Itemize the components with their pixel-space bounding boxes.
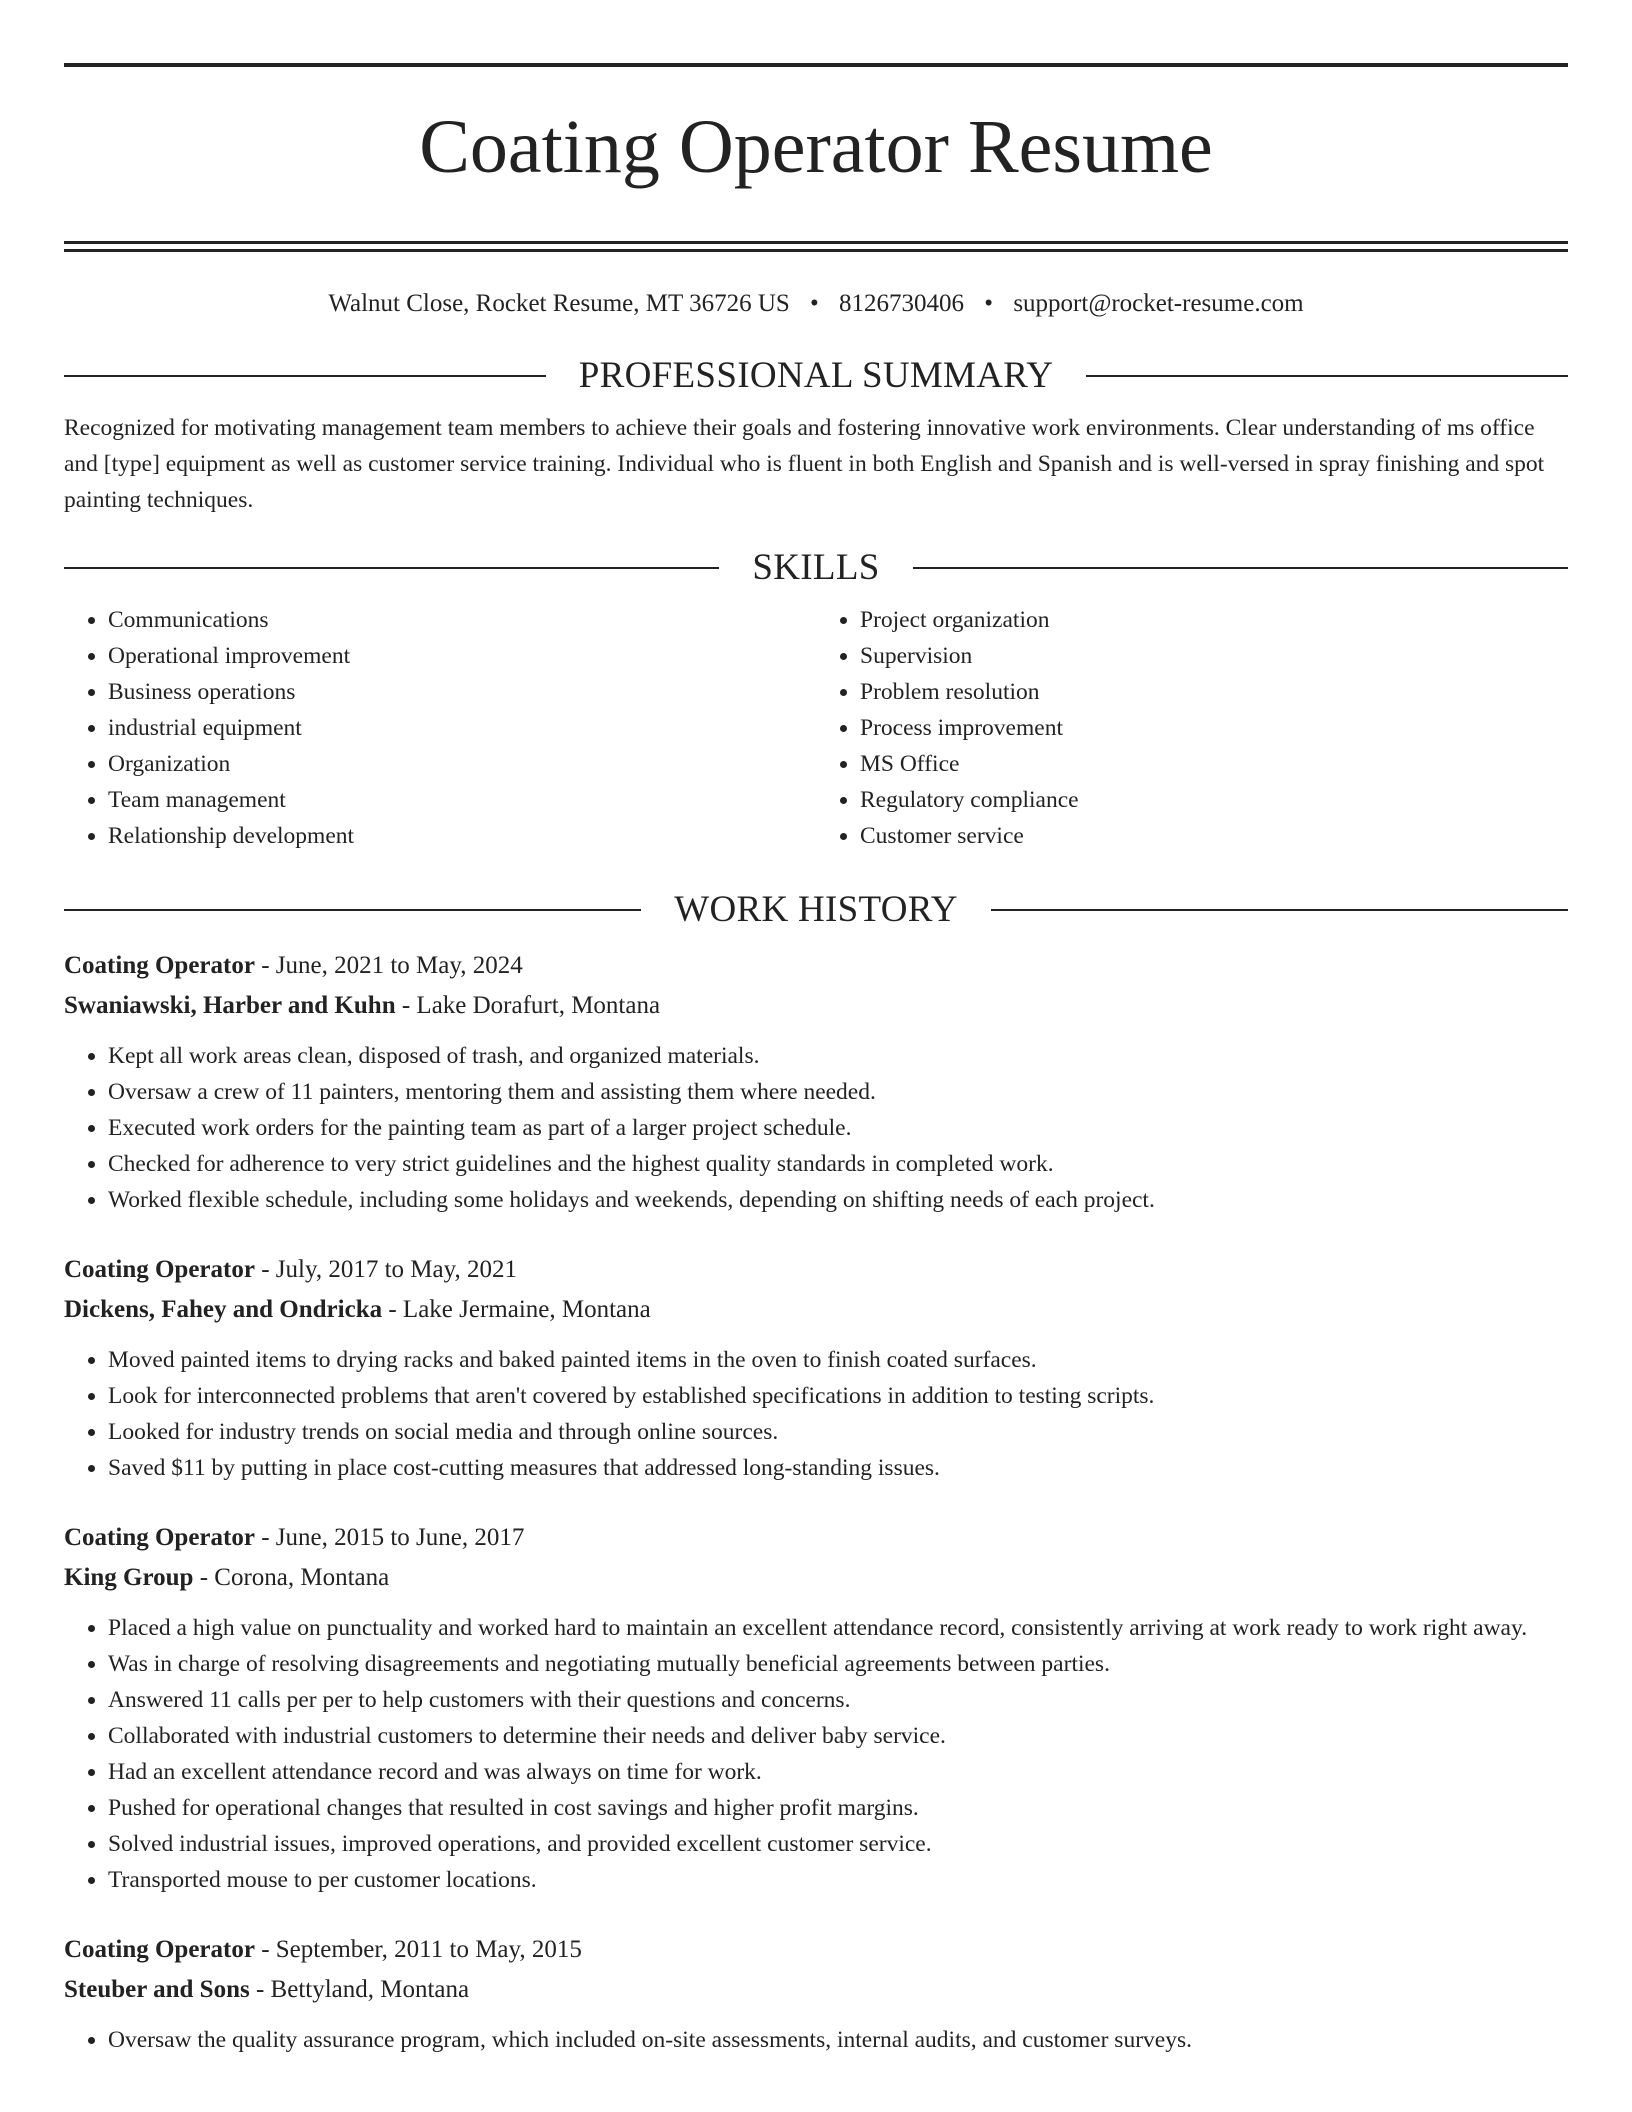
job-entry [64,1930,1568,2058]
job-bullet: • Saved $11 by putting in place cost-cutting measures that addressed long-standing issues. [108,1450,1568,1486]
job-title-line [64,1518,1568,1558]
job-bullets [64,1610,1568,1898]
job-title-line [64,1250,1568,1290]
skill-item: • Supervision [860,638,1568,674]
job-bullet: • Looked for industry trends on social media and through online sources. [108,1414,1568,1450]
work-history-list [64,946,1568,2058]
skill-item: • MS Office [860,746,1568,782]
job-bullet: • Kept all work areas clean, disposed of trash, and organized materials. [108,1038,1568,1074]
skills-heading-label: SKILLS [752,547,880,588]
skill-item: • Regulatory compliance [860,782,1568,818]
summary-section-heading [64,354,1568,398]
job-title: Coating Operator [64,1256,255,1283]
job-bullet: • Oversaw a crew of 11 painters, mentoring them and assisting them where needed. [108,1074,1568,1110]
job-bullets [64,1038,1568,1218]
job-location: - Bettyland, Montana [249,1976,470,2003]
job-bullet: • Worked flexible schedule, including some holidays and weekends, depending on shifting needs of each project. [108,1182,1568,1218]
work-heading-label: WORK HISTORY [674,889,958,930]
top-rule [64,63,1568,67]
job-company: Swaniawski, Harber and Kuhn [64,992,396,1019]
job-bullets [64,2022,1568,2058]
skill-item: • Operational improvement [108,638,816,674]
contact-separator: • [810,290,819,317]
job-company-line [64,1970,1568,2010]
heading-rule-left [64,909,641,911]
job-bullet: • Placed a high value on punctuality and worked hard to maintain an excellent attendance record, consistently arriving at work ready to work right away. [108,1610,1568,1646]
heading-rule-right [1086,375,1568,377]
heading-rule-right [991,909,1568,911]
job-bullet: • Look for interconnected problems that aren't covered by established specifications in addition to testing scripts. [108,1378,1568,1414]
job-bullet: • Collaborated with industrial customers to determine their needs and deliver baby service. [108,1718,1568,1754]
job-bullet: • Pushed for operational changes that resulted in cost savings and higher profit margins. [108,1790,1568,1826]
job-bullet: • Oversaw the quality assurance program, which included on-site assessments, internal audits, and customer surveys. [108,2022,1568,2058]
job-company: Dickens, Fahey and Ondricka [64,1296,383,1323]
job-company-line [64,986,1568,1026]
skill-item: • industrial equipment [108,710,816,746]
job-dates: - June, 2021 to May, 2024 [254,952,523,979]
job-dates: - July, 2017 to May, 2021 [254,1256,517,1283]
job-location: - Lake Jermaine, Montana [382,1296,651,1323]
skills-column-left [64,602,816,854]
heading-rule-left [64,375,546,377]
skills-list [64,602,1568,854]
job-title: Coating Operator [64,1936,255,1963]
summary-heading-label: PROFESSIONAL SUMMARY [578,355,1054,396]
contact-line [64,286,1568,322]
heading-rule-left [64,567,719,569]
summary-text: Recognized for motivating management team members to achieve their goals and fostering innovative work environments. Clear understanding of ms office and [type] equipment as well as customer service training. Individual who is fluent in both English and Spanish and is well-versed in spray finishing and spot painting techniques. [64,415,1545,513]
skill-item: • Team management [108,782,816,818]
job-entry [64,1250,1568,1486]
heading-rule-right [913,567,1568,569]
work-section-heading [64,888,1568,932]
job-title-line [64,1930,1568,1970]
contact-separator: • [984,290,994,317]
contact-address: Walnut Close, Rocket Resume, MT 36726 US [328,290,790,317]
job-entry [64,1518,1568,1898]
job-bullet: • Had an excellent attendance record and was always on time for work. [108,1754,1568,1790]
skill-item: • Project organization [860,602,1568,638]
contact-email[interactable]: support@rocket-resume.com [1013,290,1304,317]
job-bullets [64,1342,1568,1486]
skill-item: • Organization [108,746,816,782]
job-bullet: • Moved painted items to drying racks and baked painted items in the oven to finish coated surfaces. [108,1342,1568,1378]
title-double-rule [64,241,1568,252]
job-bullet: • Transported mouse to per customer locations. [108,1862,1568,1898]
job-bullet: • Was in charge of resolving disagreements and negotiating mutually beneficial agreements between parties. [108,1646,1568,1682]
job-dates: - June, 2015 to June, 2017 [254,1524,525,1551]
job-bullet: • Checked for adherence to very strict guidelines and the highest quality standards in completed work. [108,1146,1568,1182]
job-bullet: • Answered 11 calls per per to help customers with their questions and concerns. [108,1682,1568,1718]
skill-item: • Relationship development [108,818,816,854]
job-company-line [64,1290,1568,1330]
skills-section-heading [64,546,1568,590]
job-company-line [64,1558,1568,1598]
skill-item: • Process improvement [860,710,1568,746]
contact-phone: 8126730406 [839,290,965,317]
skill-item: • Problem resolution [860,674,1568,710]
skill-item: • Business operations [108,674,816,710]
job-entry [64,946,1568,1218]
skill-item: • Communications [108,602,816,638]
job-bullet: • Executed work orders for the painting team as part of a larger project schedule. [108,1110,1568,1146]
job-title: Coating Operator [64,1524,255,1551]
job-location: - Corona, Montana [193,1564,390,1591]
skill-item: • Customer service [860,818,1568,854]
job-title: Coating Operator [64,952,255,979]
skills-column-right [816,602,1568,854]
job-company: King Group [64,1564,194,1591]
job-title-line [64,946,1568,986]
job-company: Steuber and Sons [64,1976,250,2003]
job-bullet: • Solved industrial issues, improved operations, and provided excellent customer service. [108,1826,1568,1862]
job-dates: - September, 2011 to May, 2015 [254,1936,582,1963]
job-location: - Lake Dorafurt, Montana [395,992,661,1019]
resume-title: Coating Operator Resume [419,105,1213,189]
